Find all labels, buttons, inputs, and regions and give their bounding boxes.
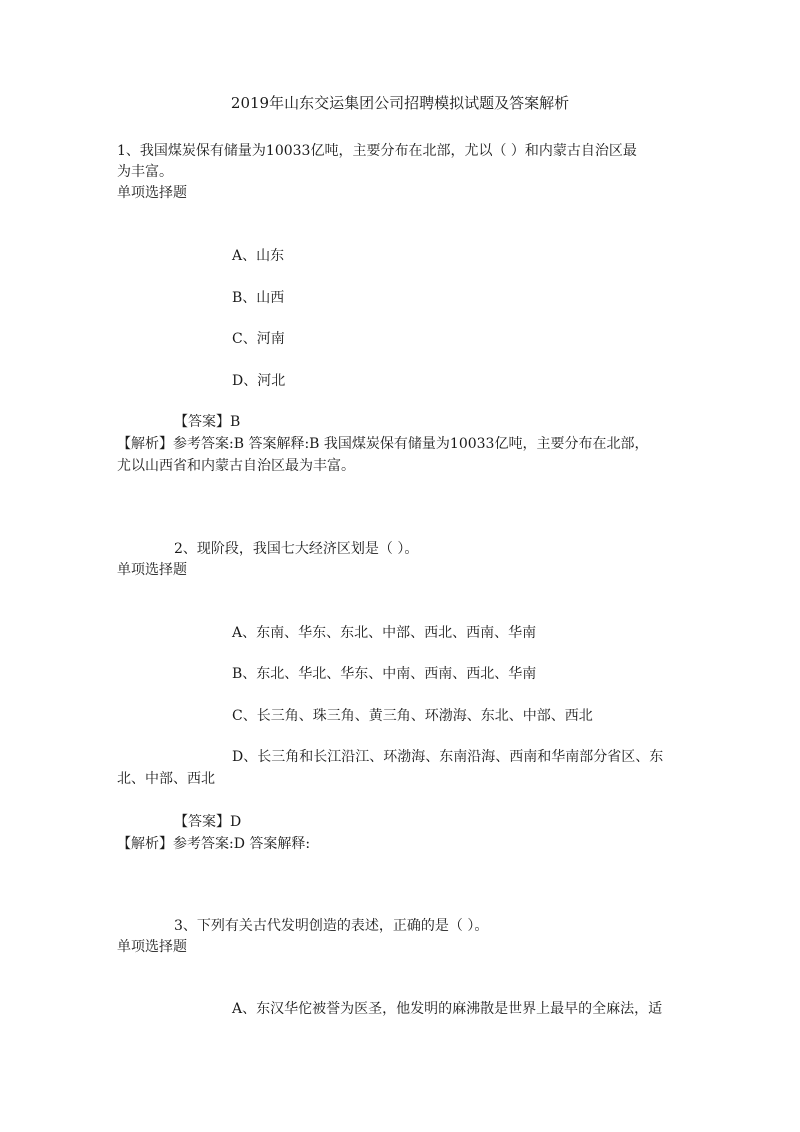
question-2-option-d-cont: 北、中部、西北 (117, 771, 215, 787)
question-2-option-c: C、长三角、珠三角、黄三角、环渤海、东北、中部、西北 (232, 708, 593, 724)
question-2-type: 单项选择题 (117, 562, 187, 578)
question-3-option-a: A、东汉华佗被誉为医圣，他发明的麻沸散是世界上最早的全麻法，适 (232, 1001, 663, 1017)
question-2-analysis: 【解析】参考答案:D 答案解释: (117, 836, 311, 852)
question-1-option-d: D、河北 (232, 373, 286, 389)
question-1-stem: 1、我国煤炭保有储量为10033亿吨，主要分布在北部，尤以（ ）和内蒙古自治区最 (117, 143, 637, 159)
question-1-analysis: 【解析】参考答案:B 答案解释:B 我国煤炭保有储量为10033亿吨，主要分布在北部， (117, 436, 649, 452)
question-2-stem: 2、现阶段，我国七大经济区划是（ ）。 (174, 541, 419, 557)
question-2-option-b: B、东北、华北、华东、中南、西南、西北、华南 (232, 666, 537, 682)
question-1-option-c: C、河南 (232, 331, 285, 347)
question-2-option-a: A、东南、华东、东北、中部、西北、西南、华南 (232, 625, 537, 641)
question-1-answer: 【答案】B (174, 414, 241, 430)
question-3-stem: 3、下列有关古代发明创造的表述，正确的是（ ）。 (174, 918, 489, 934)
question-2-answer: 【答案】D (174, 814, 242, 830)
question-1-type: 单项选择题 (117, 185, 187, 201)
question-1-option-a: A、山东 (232, 248, 285, 264)
document-title: 2019年山东交运集团公司招聘模拟试题及答案解析 (230, 94, 570, 112)
question-1-analysis-cont: 尤以山西省和内蒙古自治区最为丰富。 (117, 458, 355, 474)
question-1-stem-cont: 为丰富。 (117, 164, 173, 180)
question-3-type: 单项选择题 (117, 939, 187, 955)
question-1-option-b: B、山西 (232, 290, 285, 306)
question-2-option-d: D、长三角和长江沿江、环渤海、东南沿海、西南和华南部分省区、东 (232, 749, 664, 765)
